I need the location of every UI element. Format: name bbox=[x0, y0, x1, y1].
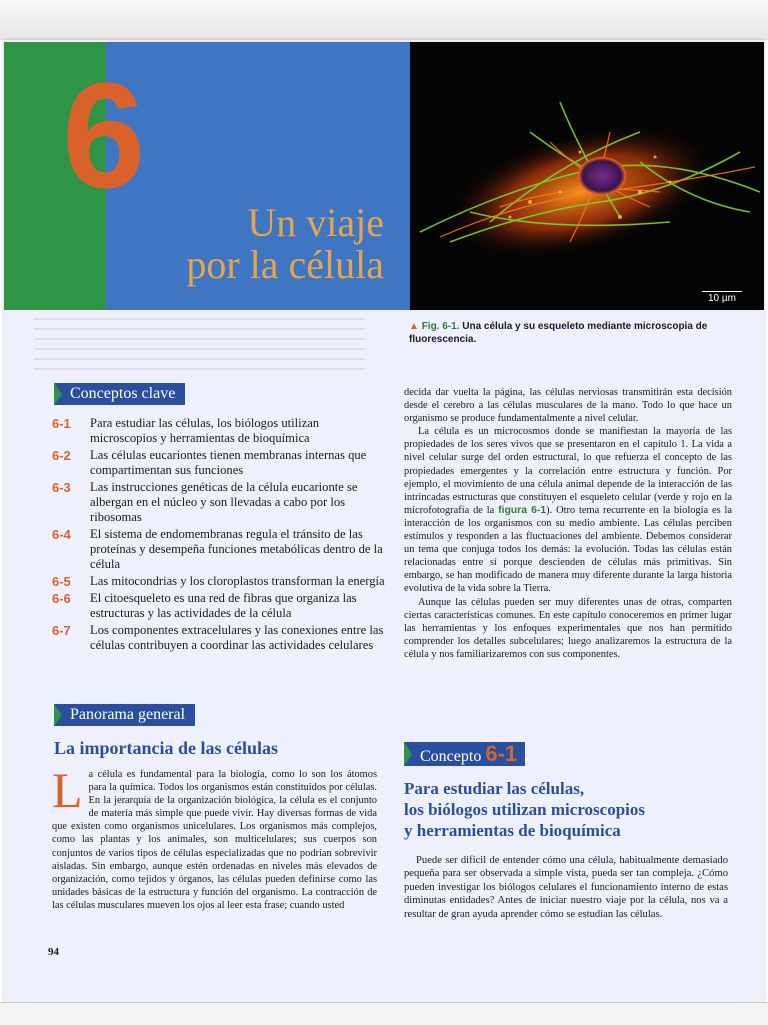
list-item bbox=[52, 416, 387, 446]
concept-number: 6-3 bbox=[52, 480, 71, 495]
paragraph-text: ). Otro tema recurrente en la biología es la interacción de los organismos con su medio ambiente. Las células perciben estímulos y responden a las fluctuaciones del ambiente. Debemos considerar un tema que conjuga todos los demás: la evolución. Todas las células están relacionadas entre sí porque descienden de células más primitivas. Sin embargo, se han modificado de manera muy diferente durante la larga historia evolutiva de la vida sobre la Tierra. bbox=[404, 504, 732, 595]
overview-heading: La importancia de las células bbox=[54, 738, 278, 758]
concept-text: El sistema de endomembranas regula el tránsito de las proteínas y desempeña funciones metabólicas dentro de la célula bbox=[90, 527, 383, 571]
overview-text: a célula es fundamental para la biología, como lo son los átomos para la química. Todos los organismos están constituidos por células. En la jerarquía de la organización biológica, la célula es el conjunto de materia más simple que puede vivir. Hay diversas formas de vida que existen como organismos unicelulares. Los organismos más complejos, como las plantas y los animales, son multicelulares; sus cuerpos son conjuntos de varios tipos de células especializadas que no podrían sobrevivir aisladas. Sin embargo, aunque estén ordenadas en niveles más elevados de organización, como tejidos y órganos, las células pueden definirse como las unidades básicas de la estructura y función del organismo. La contracción de las células musculares mueven los ojos al leer esta frase; cuando usted bbox=[52, 769, 377, 911]
show-through-text bbox=[34, 318, 364, 370]
drop-cap: L bbox=[52, 762, 83, 818]
chapter-title-line2: por la célula bbox=[186, 242, 384, 287]
concept-heading bbox=[404, 778, 734, 841]
chapter-title-line1: Un viaje bbox=[247, 200, 384, 245]
concept-text: Para estudiar las células, los biólogos utilizan microscopios y herramientas de bioquímica bbox=[90, 416, 320, 445]
concept-text: Las células eucariontes tienen membranas internas que compartimentan sus funciones bbox=[90, 448, 367, 477]
concept-tag-label: Concepto bbox=[420, 748, 482, 765]
concept-text: El citoesqueleto es una red de fibras que organiza las estructuras y las actividades de la célula bbox=[90, 591, 357, 620]
cell-image bbox=[410, 42, 764, 310]
key-concepts-tag: Conceptos clave bbox=[54, 383, 185, 405]
concept-heading-line: y herramientas de bioquímica bbox=[404, 821, 621, 840]
paragraph bbox=[404, 425, 732, 595]
list-item bbox=[52, 623, 387, 653]
overview-tag: Panorama general bbox=[54, 704, 195, 726]
concept-number: 6-6 bbox=[52, 591, 71, 606]
list-item bbox=[52, 591, 387, 621]
list-item bbox=[52, 448, 387, 478]
concept-number: 6-4 bbox=[52, 527, 71, 542]
chapter-banner bbox=[4, 42, 764, 310]
fluorescence-micrograph bbox=[410, 42, 764, 310]
triangle-icon: ▲ bbox=[409, 321, 419, 332]
figure-caption bbox=[409, 320, 739, 346]
concept-number: 6-1 bbox=[52, 416, 71, 431]
concept-number: 6-2 bbox=[52, 448, 71, 463]
paragraph: decida dar vuelta la página, las células nerviosas transmitirán esta decisión desde el cerebro a las células musculares de la mano. Todo lo que hace un organismo se produce fundamentalmente a nivel celular. bbox=[404, 387, 732, 425]
figure-link: figura 6-1 bbox=[498, 504, 547, 516]
concept-text: Las instrucciones genéticas de la célula eucarionte se albergan en el núcleo y son llevadas a cabo por los ribosomas bbox=[90, 480, 358, 524]
concept-number: 6-7 bbox=[52, 623, 71, 638]
key-concepts-list bbox=[52, 416, 387, 655]
list-item bbox=[52, 527, 387, 572]
scan-top-edge bbox=[0, 0, 768, 40]
concept-number: 6-5 bbox=[52, 574, 71, 589]
scale-bar: 10 µm bbox=[702, 291, 742, 304]
scan-bottom-edge bbox=[0, 1002, 768, 1025]
paragraph-text: La célula es un microcosmos donde se manifiestan la mayoría de las propiedades de los seres vivos que se presentaron en el capítulo 1. La vida a nivel celular surge del orden estructural, lo que refuerza el concepto de las propiedades emergentes y la correlación entre estructura y función. Por ejemplo, el movimiento de una célula animal depende de la interacción de las intrincadas estructuras que constituyen el esqueleto celular (verde y rojo en la microfotografía de la bbox=[404, 426, 732, 516]
figure-ref: Fig. 6-1. bbox=[421, 321, 460, 332]
right-column-text bbox=[404, 386, 732, 661]
concept-text: Las mitocondrias y los cloroplastos transforman la energía bbox=[90, 574, 385, 588]
concept-tag bbox=[404, 742, 525, 766]
caption-text: Una célula y su esqueleto mediante microscopia de fluorescencia. bbox=[409, 321, 708, 345]
overview-body bbox=[52, 762, 377, 912]
chapter-number: 6 bbox=[62, 51, 142, 219]
concept-tag-number: 6-1 bbox=[485, 741, 518, 766]
list-item bbox=[52, 480, 387, 525]
chapter-title bbox=[154, 202, 384, 286]
concept-intro: Puede ser difícil de entender cómo una célula, habitualmente demasiado pequeña para ser observada a simple vista, pueda ser tan compleja. ¿Cómo pueden investigar los biólogos celulares el funcionamiento interno de estas diminutas entidades? Antes de iniciar nuestro viaje por la célula, nos va a resultar de gran ayuda aprender cómo se estudian las células. bbox=[404, 855, 728, 920]
concept-heading-line: los biólogos utilizan microscopios bbox=[404, 800, 646, 819]
textbook-page bbox=[4, 40, 764, 1002]
page-number: 94 bbox=[48, 946, 59, 958]
list-item bbox=[52, 574, 387, 589]
concept-heading-line: Para estudiar las células, bbox=[404, 779, 585, 798]
concept-text: Los componentes extracelulares y las conexiones entre las células contribuyen a coordinar las actividades celulares bbox=[90, 623, 384, 652]
paragraph: Aunque las células pueden ser muy diferentes unas de otras, comparten ciertas características comunes. En este capítulo conoceremos en primer lugar las herramientas y los enfoques experimentales que nos han permitido comprender los detalles subcelulares; luego analizaremos la estructura de la célula y nos familiarizaremos con sus componentes. bbox=[404, 596, 732, 660]
